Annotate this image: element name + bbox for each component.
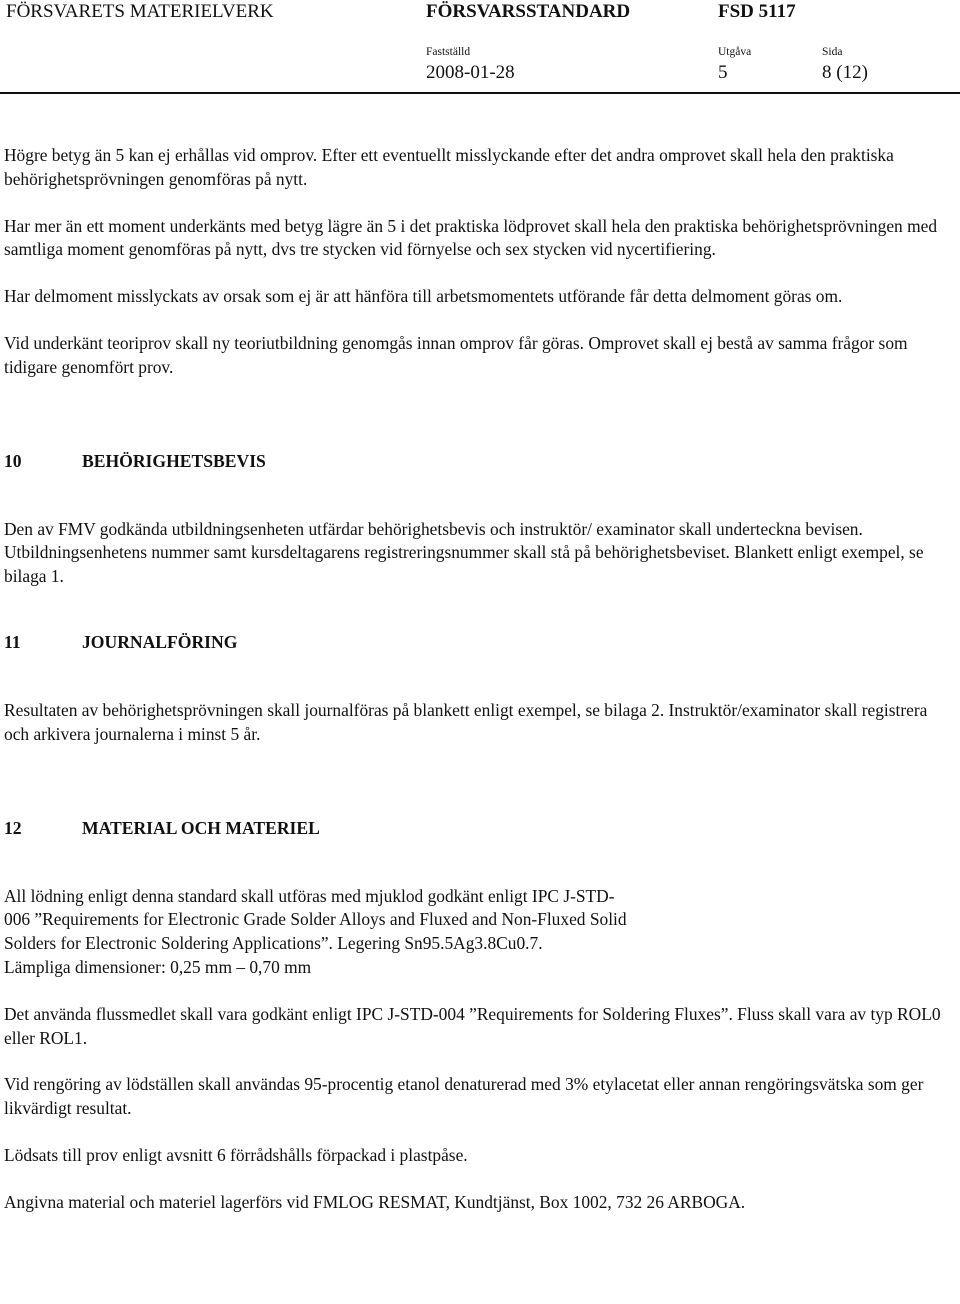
- established-date: 2008-01-28: [426, 62, 515, 83]
- org-name: FÖRSVARETS MATERIELVERK: [6, 1, 274, 22]
- section-title: BEHÖRIGHETSBEVIS: [82, 450, 266, 471]
- established-label: Fastställd: [426, 46, 471, 58]
- page-label: Sida: [822, 46, 843, 58]
- header-rule: [0, 92, 960, 94]
- section-heading-12: [4, 816, 954, 840]
- paragraph-flux: Det använda flussmedlet skall vara godkänt enligt IPC J-STD-004 ”Requirements for Soldering Fluxes”. Fluss skall vara av typ ROL0 eller ROL1.: [4, 1003, 941, 1048]
- solder-line-4: Lämpliga dimensioner: 0,25 mm – 0,70 mm: [4, 956, 312, 977]
- doc-type: FÖRSVARSSTANDARD: [426, 1, 631, 22]
- paragraph-journal: Resultaten av behörighetsprövningen skall journalföras på blankett enligt exempel, se bilaga 2. Instruktör/examinator skall registrera och arkivera journalerna i minst 5 år.: [4, 699, 928, 744]
- paragraph-solder-material: [4, 885, 954, 980]
- edition-label: Utgåva: [718, 46, 752, 58]
- section-number: 10: [4, 450, 22, 471]
- paragraph-theory-retake: Vid underkänt teoriprov skall ny teoriutbildning genomgås innan omprov får göras. Omprovet skall ej bestå av samma frågor som tidigare genomfört prov.: [4, 332, 908, 377]
- doc-id: FSD 5117: [718, 1, 796, 22]
- section-number: 11: [4, 631, 21, 652]
- paragraph-cleaning: Vid rengöring av lödställen skall användas 95-procentig etanol denaturerad med 3% etylacetat eller annan rengöringsvätska som ger likvärdigt resultat.: [4, 1074, 924, 1119]
- paragraph-solder-kit: Lödsats till prov enligt avsnitt 6 förrådshålls förpackad i plastpåse.: [4, 1144, 468, 1165]
- paragraph-failed-moments: Har mer än ett moment underkänts med betyg lägre än 5 i det praktiska lödprovet skall hela den praktiska behörighetsprövningen med samtliga moment genomföras på nytt, dvs tre stycken vid förnyelse och sex stycken vid nycertifiering.: [4, 215, 938, 260]
- section-heading-10: [4, 449, 954, 473]
- document-body: [4, 144, 954, 1238]
- solder-line-1: All lödning enligt denna standard skall utföras med mjuklod godkänt enligt IPC J-STD-: [4, 885, 615, 906]
- solder-line-2: 006 ”Requirements for Electronic Grade Solder Alloys and Fluxed and Non-Fluxed Solid: [4, 909, 627, 930]
- section-title: JOURNALFÖRING: [82, 631, 238, 652]
- solder-line-3: Solders for Electronic Soldering Applications”. Legering Sn95.5Ag3.8Cu0.7.: [4, 933, 543, 954]
- paragraph-storage: Angivna material och materiel lagerförs vid FMLOG RESMAT, Kundtjänst, Box 1002, 732 26 ARBOGA.: [4, 1191, 746, 1212]
- section-heading-11: [4, 630, 954, 654]
- paragraph-certificate: Den av FMV godkända utbildningsenheten utfärdar behörighetsbevis och instruktör/ examinator skall underteckna bevisen. Utbildningsenhetens nummer samt kursdeltagarens registreringsnummer skall stå på behörighetsbeviset. Blankett enligt exempel, se bilaga 1.: [4, 518, 924, 587]
- section-title: MATERIAL OCH MATERIEL: [82, 817, 320, 838]
- edition-number: 5: [718, 62, 728, 83]
- paragraph-failed-submoment: Har delmoment misslyckats av orsak som ej är att hänföra till arbetsmomentets utförande får detta delmoment göras om.: [4, 286, 843, 307]
- page-number: 8 (12): [822, 62, 868, 83]
- document-header: [0, 0, 960, 94]
- paragraph-retake-grade: Högre betyg än 5 kan ej erhållas vid omprov. Efter ett eventuellt misslyckande efter det andra omprovet skall hela den praktiska behörighetsprövningen genomföras på nytt.: [4, 145, 894, 189]
- section-number: 12: [4, 817, 22, 838]
